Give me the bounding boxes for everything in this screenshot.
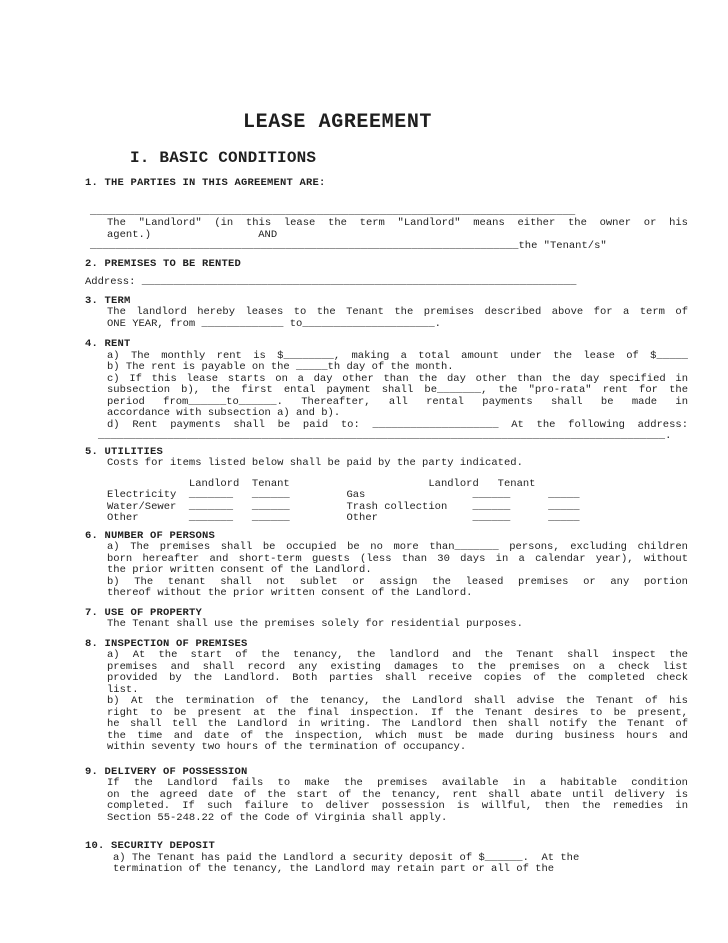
blank-rule-line: __________________________________________________________________________________________. <box>98 430 672 442</box>
section-heading: 6. NUMBER OF PERSONS <box>85 529 216 542</box>
doc-line: on the agreed date of the start of the tenancy, rent shall abate until delivery is <box>107 788 688 801</box>
doc-line: termination of the tenancy, the Landlord may retain part or all of the <box>113 863 555 875</box>
doc-line: The "Landlord" (in this lease the term "Landlord" means either the owner or his <box>107 217 688 229</box>
doc-line: Address: _____________________________________________________________________ <box>85 276 577 288</box>
doc-line: The Tenant shall use the premises solely for residential purposes. <box>107 618 523 630</box>
doc-line: the time and date of the inspection, which must be made during business hours and <box>107 729 688 742</box>
doc-line: premises and shall record any existing damages to the premises on a check list <box>107 660 688 673</box>
section-heading: 3. TERM <box>85 294 131 307</box>
section-heading: 5. UTILITIES <box>85 445 164 458</box>
doc-line: Landlord Tenant Landlord Tenant <box>107 477 536 490</box>
spacer <box>85 190 688 207</box>
part-heading: I. BASIC CONDITIONS <box>130 149 317 167</box>
doc-line: a) The Tenant has paid the Landlord a security deposit of $______. At the <box>113 851 580 864</box>
doc-line: a) The monthly rent is $________, making a total amount under the lease of $_____ <box>107 349 688 362</box>
doc-line: a) The premises shall be occupied be no more than_______ persons, excluding children <box>107 541 688 553</box>
doc-line: subsection b), the first ental payment shall be_______, the "pro-rata" rent for the <box>107 384 688 396</box>
doc-line: Section 55-248.22 of the Code of Virginia shall apply. <box>107 811 448 824</box>
doc-line: right to be present at the final inspection. If the Tenant desires to be present, <box>107 706 688 719</box>
doc-line: Water/Sewer _______ ______ Trash collection ______ _____ <box>107 500 580 513</box>
doc-line: Electricity _______ ______ Gas ______ _____ <box>107 489 580 501</box>
doc-line: born hereafter and short-term guests (less than 30 days in a calendar year), without <box>107 552 688 565</box>
doc-line: d) Rent payments shall be paid to: ____________________ At the following address: <box>107 418 688 431</box>
document-sections <box>85 178 688 876</box>
doc-line: provided by the Landlord. Both parties shall receive copies of the completed check <box>107 672 688 684</box>
doc-line: agent.) AND <box>107 228 278 241</box>
doc-line: b) The rent is payable on the _____th day of the month. <box>107 361 454 373</box>
document-section <box>85 447 688 525</box>
document-content <box>85 0 688 876</box>
doc-line: thereof without the prior written consent of the Landlord. <box>107 587 473 599</box>
section-heading: 7. USE OF PROPERTY <box>85 606 203 619</box>
doc-line: within seventy two hours of the termination of occupancy. <box>107 741 467 753</box>
doc-line: completed. If such failure to deliver possession is willful, then the remedies in <box>107 800 688 812</box>
doc-line: If the Landlord fails to make the premises available in a habitable condition <box>107 777 688 789</box>
blank-rule-line: ____________________________________________________________________the "Tenant/s" <box>90 240 607 252</box>
document-section <box>85 639 688 754</box>
blank-rule-line: _____________________________________________________________________________ <box>90 205 576 218</box>
doc-line: period from______to______. Thereafter, all rental payments shall be made in <box>107 395 688 408</box>
doc-line: accordance with subsection a) and b). <box>107 407 341 419</box>
document-section <box>85 841 688 876</box>
document-section <box>85 531 688 600</box>
section-heading: 4. RENT <box>85 338 131 350</box>
doc-line: a) At the start of the tenancy, the landlord and the Tenant shall inspect the <box>107 649 688 661</box>
doc-line: b) At the termination of the tenancy, the Landlord shall advise the Tenant of his <box>107 695 688 707</box>
document-section <box>85 259 688 289</box>
document-section <box>85 767 688 825</box>
document-section <box>85 296 688 331</box>
section-heading: 1. THE PARTIES IN THIS AGREEMENT ARE: <box>85 177 326 189</box>
section-heading: 2. PREMISES TO BE RENTED <box>85 257 242 270</box>
section-heading: 9. DELIVERY OF POSSESSION <box>85 765 248 778</box>
doc-line: Costs for items listed below shall be paid by the party indicated. <box>107 457 523 469</box>
document-section <box>85 608 688 631</box>
section-heading: 8. INSPECTION OF PREMISES <box>85 637 248 650</box>
doc-line: c) If this lease starts on a day other than the day other than the day specified in <box>107 372 688 385</box>
document-section <box>85 178 688 253</box>
doc-line: he shall tell the Landlord in writing. The Landlord then shall notify the Tenant of <box>107 718 688 730</box>
doc-line: ONE YEAR, from _____________ to_____________________. <box>107 317 441 330</box>
doc-line: b) The tenant shall not sublet or assign the leased premises or any portion <box>107 575 688 588</box>
doc-line: Other _______ ______ Other ______ _____ <box>107 512 580 524</box>
section-heading: 10. SECURITY DEPOSIT <box>85 840 216 852</box>
document-section <box>85 339 688 443</box>
doc-line: list. <box>107 683 139 696</box>
doc-line: the prior written consent of the Landlord. <box>107 564 372 576</box>
document-title: LEASE AGREEMENT <box>243 111 433 134</box>
doc-line: The landlord hereby leases to the Tenant the premises described above for a term of <box>107 306 688 318</box>
